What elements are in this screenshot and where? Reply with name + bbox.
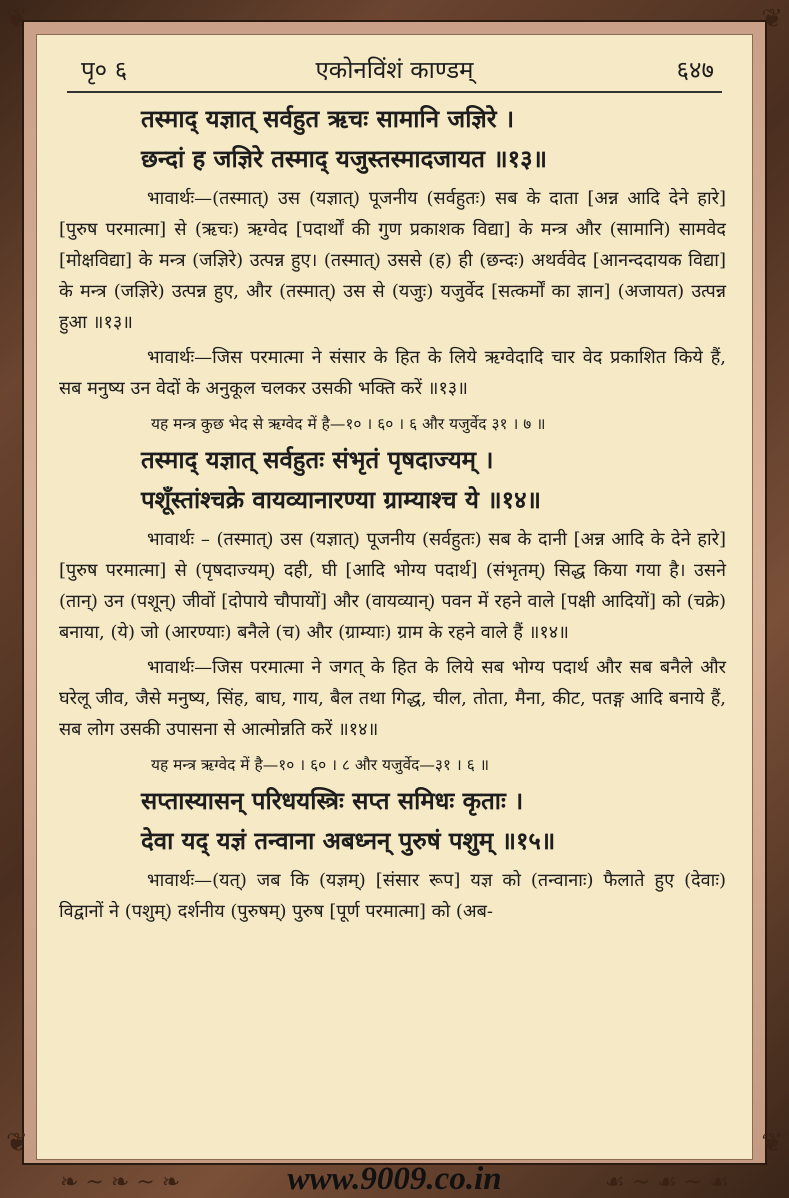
mantra-line: देवा यद् यज्ञं तन्वाना अबध्नन् पुरुषं पशुम् ॥१५॥ xyxy=(141,826,556,855)
commentary-paragraph: भावार्थः – (तस्मात्) उस (यज्ञात्) पूजनीय (सर्वहुतः) सब के दानी [अन्न आदि के देने हारे] [पुरुष परमात्मा] से (पृषदाज्यम्) दही, घी [आदि भोग्य पदार्थ] (संभृतम्) सिद्ध किया गया है। उसने (तान्) उन (पशून्) जीवों [दोपाये चौपायों] और (वायव्यान्) पवन में रहने वाले [पक्षी आदियों] को (चक्रे) बनाया, (ये) जो (आरण्याः) बनैले (च) और (ग्राम्याः) ग्राम के रहने वाले हैं ॥१४॥ xyxy=(59,529,726,643)
header-rule xyxy=(67,91,722,93)
mantra-line: पशूँस्तांश्चक्रे वायव्यानारण्या ग्राम्याश्च ये ॥१४॥ xyxy=(141,485,541,514)
mantra-line: तस्माद् यज्ञात् सर्वहुतः संभृतं पृषदाज्यम् । xyxy=(141,445,494,474)
commentary-paragraph: भावार्थः—(यत्) जब कि (यज्ञम्) [संसार रूप] यज्ञ को (तन्वानाः) फैलाते हुए (देवाः) विद्वानों ने (पशुम्) दर्शनीय (पुरुषम्) पुरुष [पूर्ण परमात्मा] को (अब- xyxy=(59,870,726,922)
chapter-title: एकोनविंशं काण्डम् xyxy=(315,56,474,84)
mantra-line: सप्तास्यासन् परिधयस्त्रिः सप्त समिधः कृताः । xyxy=(141,786,524,815)
commentary-paragraph: भावार्थः—(तस्मात्) उस (यज्ञात्) पूजनीय (सर्वहुतः) सब के दाता [अन्न आदि देने हारे] [पुरुष परमात्मा] से (ऋचः) ऋग्वेद [पदार्थों की गुण प्रकाशक विद्या] के मन्त्र और (सामानि) सामवेद [मोक्षविद्या] के मन्त्र (जज्ञिरे) उत्पन्न हुए। (तस्मात्) उससे (ह) ही (छन्दः) अथर्ववेद [आनन्ददायक विद्या] के मन्त्र (जज्ञिरे) उत्पन्न हुए, और (तस्मात्) उस से (यजुः) यजुर्वेद [सत्कर्मों का ज्ञान] (अजायत) उत्पन्न हुआ ॥१३॥ xyxy=(59,188,726,333)
footer-ornament-icon: ❧ ~ ❧ ~ ❧ xyxy=(60,1170,181,1195)
corner-ornament-icon: ❦ xyxy=(6,1128,28,1158)
page-section-label: पृ० ६ xyxy=(81,56,128,84)
reference-note: यह मन्त्र ऋग्वेद में है—१० । ६० । ८ और यजुर्वेद—३१ । ६ ॥ xyxy=(151,756,489,774)
corner-ornament-icon: ❦ xyxy=(6,4,28,34)
commentary-paragraph: भावार्थः—जिस परमात्मा ने संसार के हित के लिये ऋग्वेदादि चार वेद प्रकाशित किये हैं, सब मनुष्य उन वेदों के अनुकूल चलकर उसकी भक्ति करें ॥१३॥ xyxy=(59,347,726,399)
mantra-line: तस्माद् यज्ञात् सर्वहुत ऋचः सामानि जज्ञिरे । xyxy=(141,104,515,133)
commentary-paragraph: भावार्थः—जिस परमात्मा ने जगत् के हित के लिये सब भोग्य पदार्थ और सब बनैले और घरेलू जीव, जैसे मनुष्य, सिंह, बाघ, गाय, बैल तथा गिद्ध, चील, तोता, मैना, कीट, पतङ्ग आदि बनाये हैं, सब लोग उसकी उपासना से आत्मोन्नति करें ॥१४॥ xyxy=(59,657,726,740)
page-content xyxy=(59,99,726,927)
corner-ornament-icon: ❦ xyxy=(761,4,783,34)
corner-ornament-icon: ❦ xyxy=(761,1128,783,1158)
footer-ornament-icon: ☙ ~ ☙ ~ ☙ xyxy=(604,1170,729,1195)
book-page xyxy=(36,34,753,1160)
mantra-line: छन्दां ह जज्ञिरे तस्माद् यजुस्तस्मादजायत ॥१३॥ xyxy=(141,144,548,173)
page-number: ६४७ xyxy=(676,56,714,84)
running-header xyxy=(37,45,752,85)
reference-note: यह मन्त्र कुछ भेद से ऋग्वेद में है—१० । ६० । ६ और यजुर्वेद ३१ । ७ ॥ xyxy=(151,415,546,433)
site-watermark[interactable]: www.9009.co.in xyxy=(287,1161,502,1197)
